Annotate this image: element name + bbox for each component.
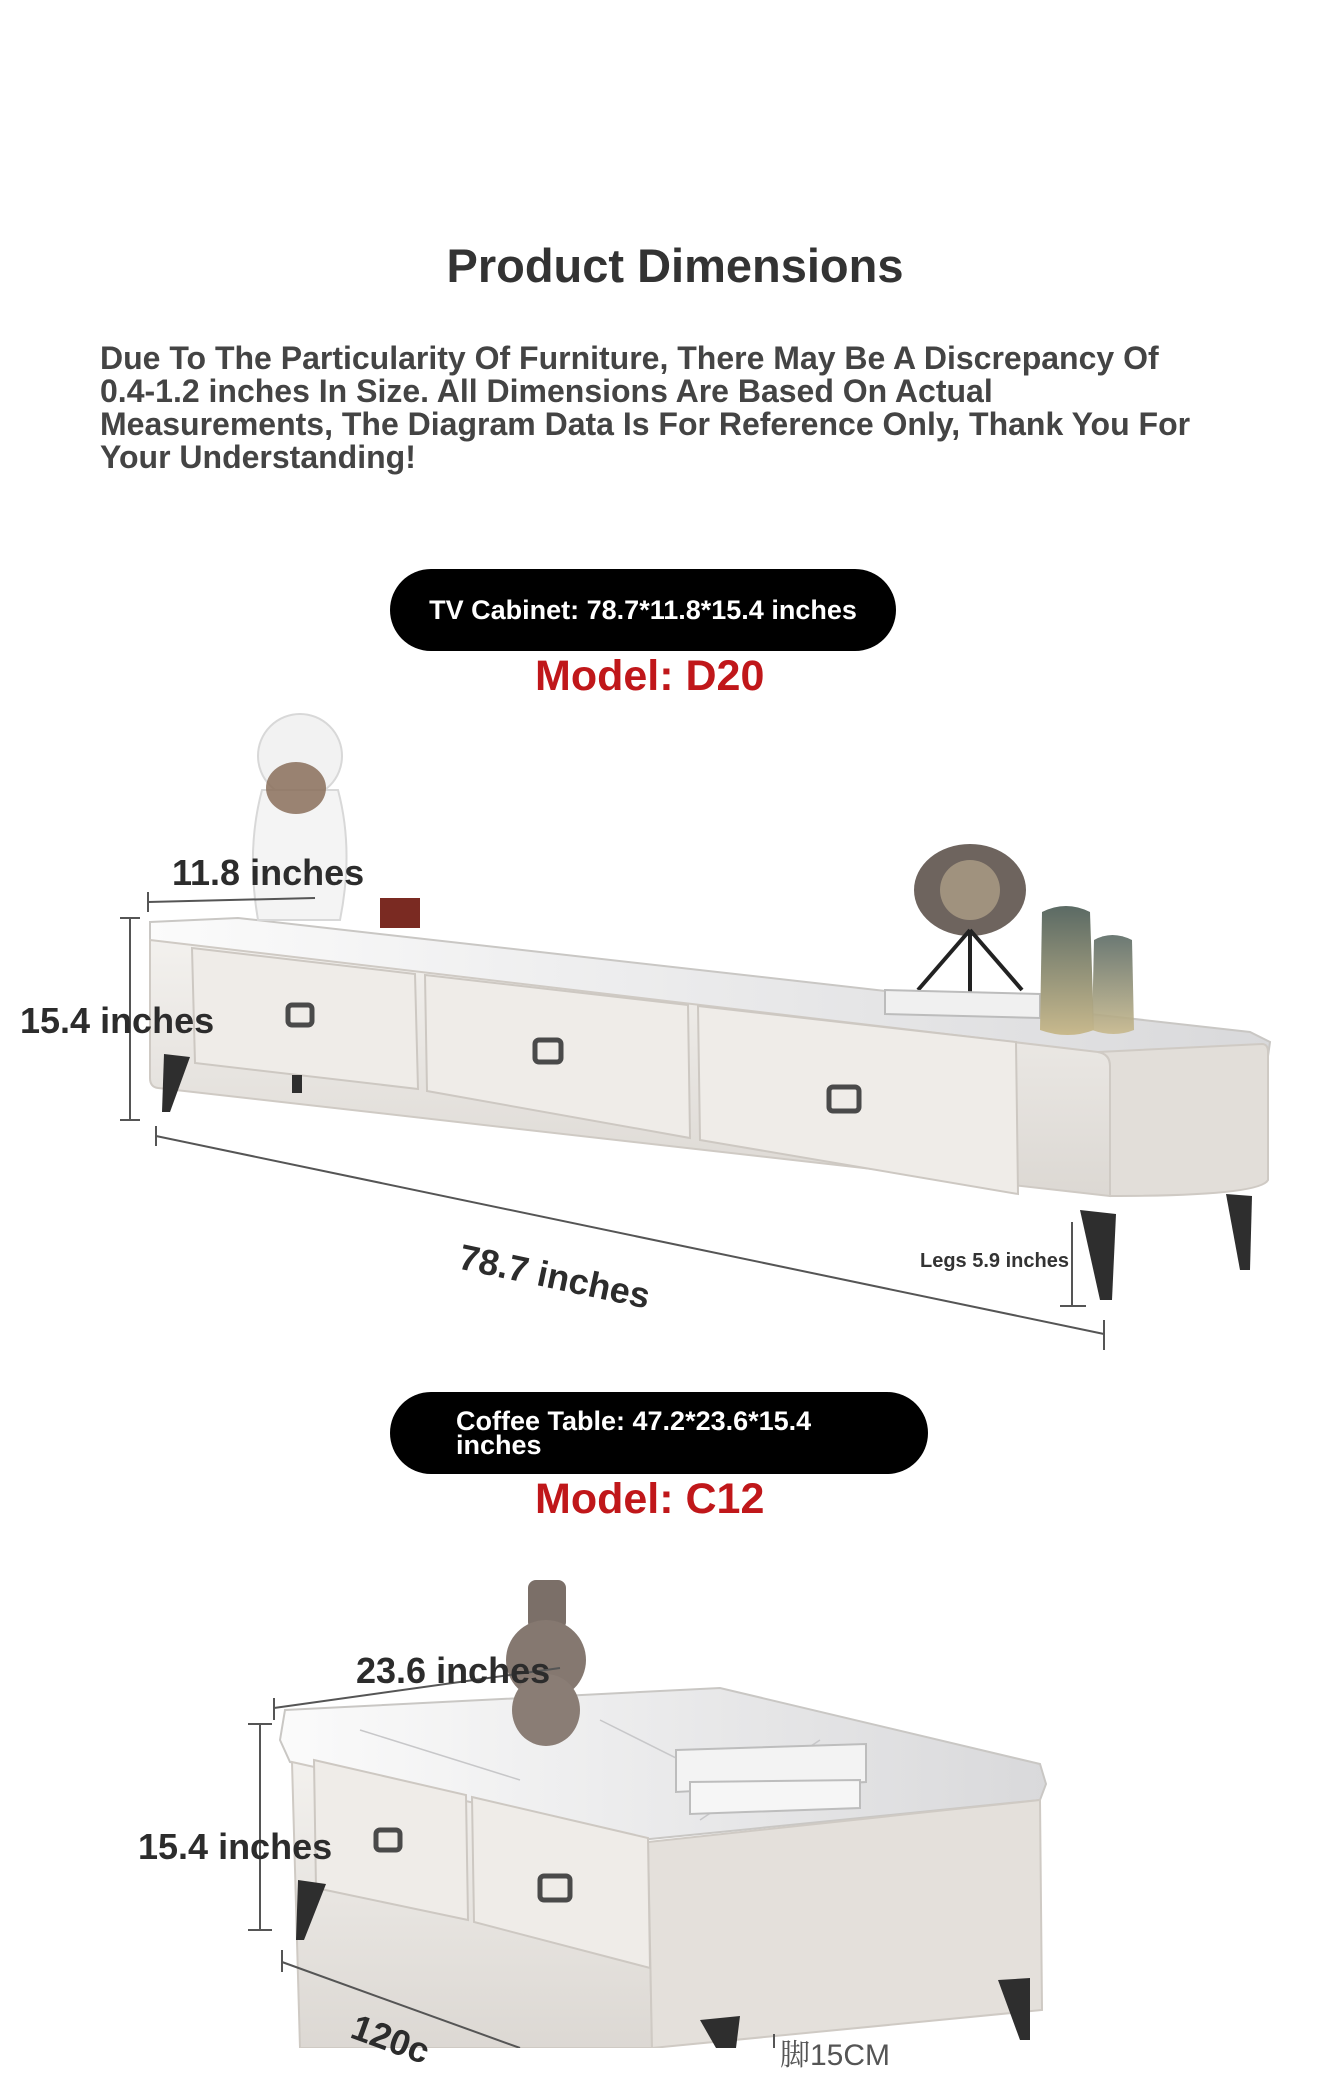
coffee-table-spec-label: Coffee Table: 47.2*23.6*15.4 inches: [456, 1406, 812, 1460]
coffee-table-model: Model: C12: [535, 1475, 765, 1523]
tv-cabinet-legs-label: Legs 5.9 inches: [920, 1250, 1069, 1272]
tv-cabinet-depth-label: 11.8 inches: [172, 852, 365, 893]
tv-cabinet-length-label: 78.7 inches: [455, 1236, 654, 1317]
coffee-table-depth-label: 23.6 inches: [356, 1650, 551, 1691]
table-lamp-decoration: [914, 844, 1026, 1000]
size-disclaimer: Due To The Particularity Of Furniture, There May Be A Discrepancy Of 0.4-1.2 inches In Size. All Dimensions Are Based On Actual Measurements, The Diagram Data Is For Reference Only, Thank You For Your Understanding!: [100, 340, 1191, 475]
coffee-table-spec-badge: [390, 1392, 928, 1474]
coffee-table-height-label: 15.4 inches: [138, 1826, 333, 1867]
tv-cabinet-model: Model: D20: [535, 652, 765, 700]
coffee-table-legs-label: 脚15CM: [780, 2039, 891, 2072]
tv-cabinet-height-label: 15.4 inches: [20, 1000, 215, 1041]
page-title: Product Dimensions: [446, 239, 904, 292]
tv-cabinet-spec-label: TV Cabinet: 78.7*11.8*15.4 inches: [429, 594, 857, 625]
coffee-table-length-label: 120c: [345, 2006, 436, 2072]
tv-cabinet-illustration: [120, 714, 1270, 1350]
